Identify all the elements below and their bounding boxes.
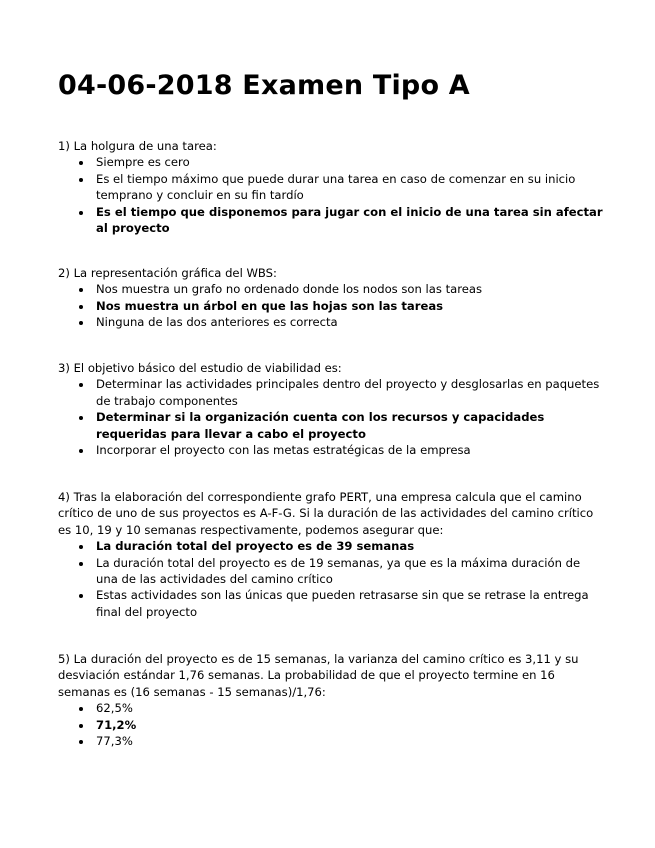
question-text: 2) La representación gráfica del WBS: <box>58 266 277 280</box>
option: Nos muestra un grafo no ordenado donde los nodos son las tareas <box>58 281 603 297</box>
question-1 <box>58 138 603 236</box>
option: Estas actividades son las únicas que pueden retrasarse sin que se retrase la entrega final del proyecto <box>58 587 603 620</box>
option-correct: Determinar si la organización cuenta con los recursos y capacidades requeridas para llevar a cabo el proyecto <box>58 409 603 442</box>
question-5 <box>58 651 603 749</box>
option-correct: 71,2% <box>58 717 603 733</box>
options-list <box>58 154 603 236</box>
question-text: 3) El objetivo básico del estudio de viabilidad es: <box>58 361 342 375</box>
option-correct: La duración total del proyecto es de 39 semanas <box>58 538 603 554</box>
option-correct: Nos muestra un árbol en que las hojas son las tareas <box>58 298 603 314</box>
question-3 <box>58 360 603 458</box>
option: La duración total del proyecto es de 19 semanas, ya que es la máxima duración de una de las actividades del camino crítico <box>58 555 603 588</box>
options-list <box>58 700 603 749</box>
page-title: 04-06-2018 Examen Tipo A <box>58 70 470 101</box>
option: Es el tiempo máximo que puede durar una tarea en caso de comenzar en su inicio temprano y concluir en su fin tardío <box>58 171 603 204</box>
options-list <box>58 281 603 330</box>
option: Ninguna de las dos anteriores es correcta <box>58 314 603 330</box>
option: Siempre es cero <box>58 154 603 170</box>
question-text: 4) Tras la elaboración del correspondiente grafo PERT, una empresa calcula que el camino crítico de uno de sus proyectos es A-F-G. Si la duración de las actividades del camino crítico es 10, 19 y 10 semanas respectivamente, podemos asegurar que: <box>58 490 594 537</box>
question-2 <box>58 265 603 331</box>
question-text: 1) La holgura de una tarea: <box>58 139 217 153</box>
question-text: 5) La duración del proyecto es de 15 semanas, la varianza del camino crítico es 3,11 y su desviación estándar 1,76 semanas. La probabilidad de que el proyecto termine en 16 semanas es (16 semanas - 15 semanas)/1,76: <box>58 652 579 699</box>
option: Determinar las actividades principales dentro del proyecto y desglosarlas en paquetes de trabajo componentes <box>58 376 603 409</box>
option: Incorporar el proyecto con las metas estratégicas de la empresa <box>58 442 603 458</box>
option: 77,3% <box>58 733 603 749</box>
option-correct: Es el tiempo que disponemos para jugar con el inicio de una tarea sin afectar al proyecto <box>58 204 603 237</box>
option: 62,5% <box>58 700 603 716</box>
question-4 <box>58 489 603 620</box>
options-list <box>58 538 603 620</box>
options-list <box>58 376 603 458</box>
